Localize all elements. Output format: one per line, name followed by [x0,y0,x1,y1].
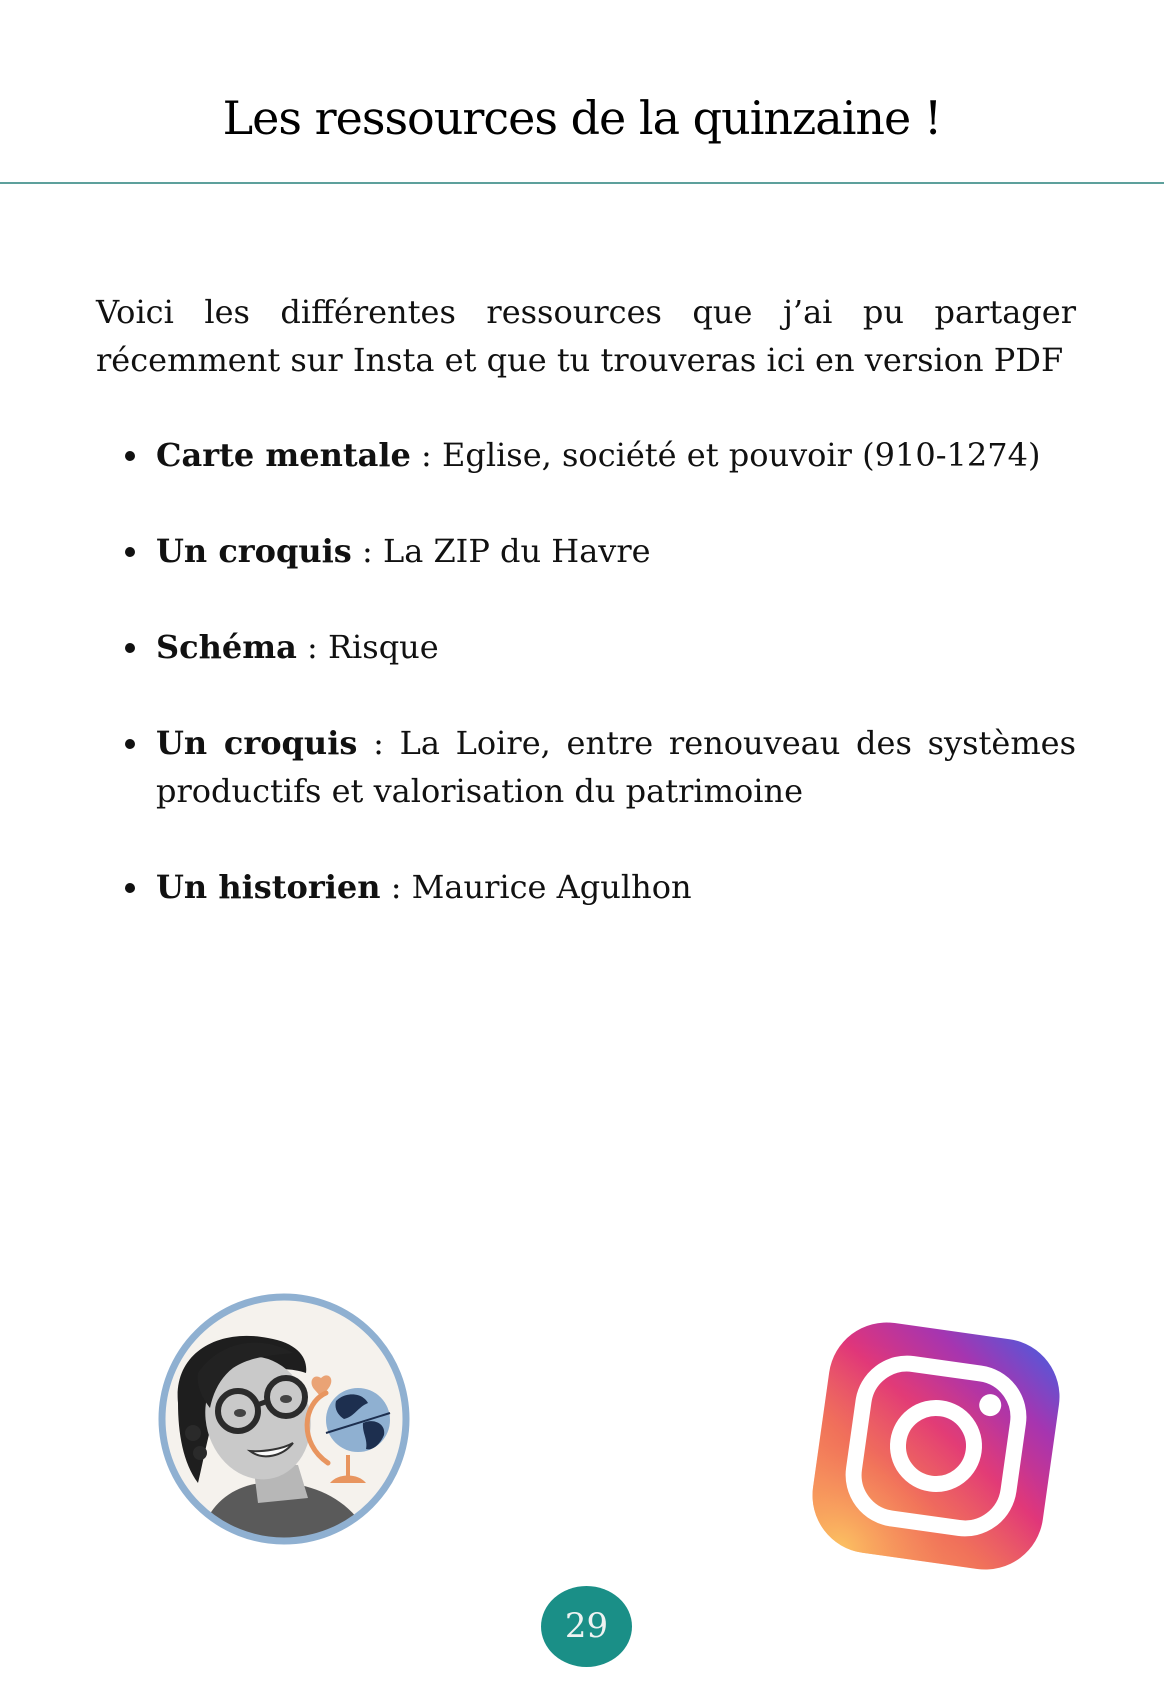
resource-type: Un historien [156,868,381,906]
bullet-icon [125,451,135,461]
resource-separator: : [351,532,383,570]
bullet-icon [125,547,135,557]
resource-item [96,623,1076,671]
resource-title: La ZIP du Havre [382,532,651,570]
resource-separator: : [296,628,328,666]
resource-item [96,527,1076,575]
page-title: Les ressources de la quinzaine ! [222,91,942,145]
intro-paragraph: Voici les différentes ressources que j’ai pu partager récemment sur Insta et que tu trouveras ici en version PDF [96,293,1076,379]
header-divider [0,182,1164,184]
resource-list [96,431,1076,959]
resource-type: Un croquis [156,724,358,762]
resource-title: Maurice Agulhon [411,868,692,906]
avatar [158,1293,410,1545]
page-number: 29 [541,1586,632,1667]
resource-type: Un croquis [156,532,352,570]
resource-separator: : [357,724,400,762]
bullet-icon [125,739,135,749]
instagram-icon[interactable] [800,1310,1072,1582]
resource-title: Eglise, société et pouvoir (910-1274) [441,436,1041,474]
resource-separator: : [380,868,412,906]
resource-item [96,719,1076,815]
bullet-icon [125,883,135,893]
resource-title: La Loire, entre renouveau des systèmes productifs et valorisation du patrimoine [156,724,1077,810]
resource-type: Schéma [156,628,297,666]
resource-type: Carte mentale [156,436,411,474]
resource-separator: : [410,436,442,474]
resource-item [96,863,1076,911]
resource-item [96,431,1076,479]
resource-title: Risque [327,628,439,666]
bullet-icon [125,643,135,653]
